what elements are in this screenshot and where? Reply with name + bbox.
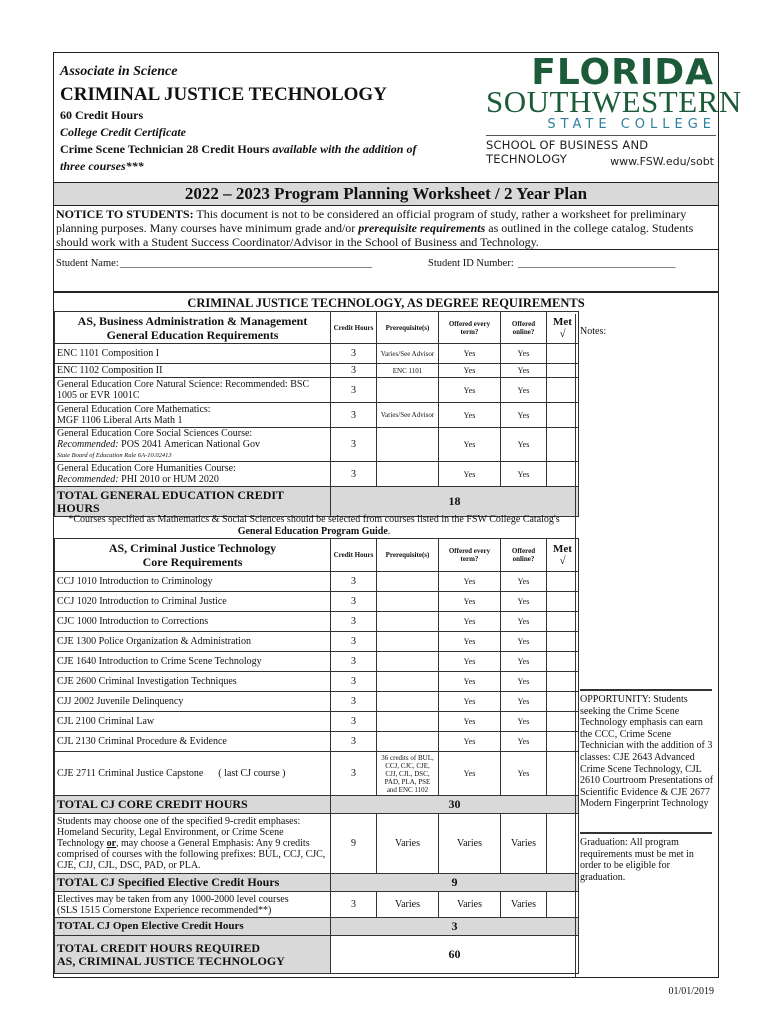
col-met: Met √ <box>547 539 579 572</box>
notice-text-1: This document is not to be considered an official program of study, rather a worksheet for preliminary planning purposes. Many courses have minimum grade and/or <box>56 207 687 235</box>
table-row <box>55 344 579 364</box>
separator <box>54 249 718 250</box>
requirements-title: CRIMINAL JUSTICE TECHNOLOGY, AS DEGREE REQUIREMENTS <box>187 296 585 310</box>
total-label: TOTAL CJ Specified Elective Credit Hours <box>55 874 331 892</box>
col-prereq: Prerequisite(s) <box>377 312 439 344</box>
credit-hours: 60 Credit Hours <box>60 108 144 122</box>
course-offered: Yes <box>439 732 501 752</box>
course-prereq: ENC 1101 <box>377 364 439 378</box>
student-name-label: Student Name: <box>56 258 119 269</box>
specified-electives-row <box>55 814 579 874</box>
gen-ed-header-row <box>55 312 579 344</box>
total-value: 30 <box>331 796 579 814</box>
course-name: CJE 2711 Criminal Justice Capstone ( last CJ course ) <box>55 752 331 796</box>
logo-url[interactable]: www.FSW.edu/sobt <box>610 155 714 168</box>
course-name-line-2: MGF 1106 Liberal Arts Math 1 <box>57 415 183 426</box>
footnote-guide: General Education Program Guide <box>237 526 388 537</box>
course-name: CJL 2100 Criminal Law <box>55 712 331 732</box>
col-offered: Offered every term? <box>439 539 501 572</box>
course-prereq <box>377 612 439 632</box>
logo-divider <box>486 135 716 136</box>
table-row <box>55 592 579 612</box>
course-name: CCJ 1010 Introduction to Criminology <box>55 572 331 592</box>
course-offered: Yes <box>439 692 501 712</box>
open-electives-row <box>55 892 579 918</box>
student-name-field[interactable]: ________________________________________________ <box>120 258 372 269</box>
core-heading-2: Core Requirements <box>142 555 243 569</box>
met-checkbox[interactable] <box>547 403 579 428</box>
table-row <box>55 692 579 712</box>
course-credit: 3 <box>331 712 377 732</box>
core-table <box>54 538 579 974</box>
course-name-line-1: General Education Core Social Sciences Course: <box>57 428 253 439</box>
program-title: CRIMINAL JUSTICE TECHNOLOGY <box>60 84 387 105</box>
table-row <box>55 612 579 632</box>
met-checkbox[interactable] <box>547 632 579 652</box>
course-offered: Yes <box>439 672 501 692</box>
table-row <box>55 752 579 796</box>
course-online: Yes <box>501 572 547 592</box>
course-prereq <box>377 632 439 652</box>
course-credit: 3 <box>331 364 377 378</box>
notes-divider <box>580 832 712 834</box>
recommended-label: Recommended: <box>57 474 119 485</box>
specified-text-2: , may choose a General Emphasis: Any 9 credits comprised of courses with the following prefixes: BUL, CCJ, CJC, CJE, CJJ, CJL, DSC, PAD, or PLA. <box>57 838 326 871</box>
opportunity-note: OPPORTUNITY: Students seeking the Crime Scene Technology emphasis can earn the CCC, Crime Scene Technician with the addition of 3 classes: CJE 2643 Advanced Crime Scene Technology, CJL 2610 Courtroom Presentations of Scientific Evidence & CJE 2677 Modern Fingerprint Technology <box>580 694 714 810</box>
course-online: Yes <box>501 692 547 712</box>
course-name <box>55 428 331 462</box>
course-credit: 3 <box>331 378 377 403</box>
course-name: CJL 2130 Criminal Procedure & Evidence <box>55 732 331 752</box>
course-prereq: 36 credits of BUL, CCJ, CJC, CJE, CJJ, CJL, DSC, PAD, PLA, PSE and ENC 1102 <box>377 752 439 796</box>
table-row <box>55 428 579 462</box>
course-credit: 3 <box>331 652 377 672</box>
open-total-row <box>55 918 579 936</box>
course-offered: Yes <box>439 572 501 592</box>
table-row <box>55 672 579 692</box>
student-id-label: Student ID Number: <box>428 258 514 269</box>
gen-ed-heading <box>55 312 331 344</box>
met-checkbox[interactable] <box>547 752 579 796</box>
course-online: Yes <box>501 632 547 652</box>
course-name: CCJ 1020 Introduction to Criminal Justice <box>55 592 331 612</box>
course-offered: Yes <box>439 592 501 612</box>
course-prereq <box>377 572 439 592</box>
course-online: Varies <box>501 814 547 874</box>
fsw-logo <box>484 52 742 173</box>
course-offered: Yes <box>439 403 501 428</box>
met-checkbox[interactable] <box>547 592 579 612</box>
met-checkbox[interactable] <box>547 712 579 732</box>
course-name <box>55 462 331 487</box>
course-prereq <box>377 428 439 462</box>
certificate-label: College Credit Certificate <box>60 125 186 139</box>
course-credit: 3 <box>331 672 377 692</box>
met-checkbox[interactable] <box>547 428 579 462</box>
course-prereq <box>377 462 439 487</box>
course-name: CJE 1300 Police Organization & Administration <box>55 632 331 652</box>
logo-florida: FLORIDA <box>531 52 714 93</box>
course-name-line-1: General Education Core Mathematics: <box>57 404 211 415</box>
cst-prefix: Crime Scene Technician 28 Credit Hours <box>60 142 273 156</box>
total-value: 3 <box>331 918 579 936</box>
total-label: TOTAL CJ CORE CREDIT HOURS <box>55 796 331 814</box>
total-value: 9 <box>331 874 579 892</box>
course-prereq: Varies <box>377 814 439 874</box>
separator <box>54 291 718 293</box>
specified-or: or <box>106 838 117 849</box>
course-name-line-1: General Education Core Humanities Course: <box>57 463 236 474</box>
course-prereq <box>377 378 439 403</box>
col-credit: Credit Hours <box>331 539 377 572</box>
recommended-course: PHI 2010 or HUM 2020 <box>118 474 219 485</box>
course-prereq: Varies/See Advisor <box>377 344 439 364</box>
specified-electives-desc <box>55 814 331 874</box>
course-online: Yes <box>501 612 547 632</box>
course-offered: Yes <box>439 378 501 403</box>
course-online: Yes <box>501 592 547 612</box>
course-online: Yes <box>501 652 547 672</box>
course-name <box>55 403 331 428</box>
course-offered: Yes <box>439 428 501 462</box>
gen-ed-heading-1: AS, Business Administration & Management <box>77 313 308 328</box>
table-row <box>55 652 579 672</box>
course-online: Yes <box>501 403 547 428</box>
grand-total-value: 60 <box>331 936 579 974</box>
course-offered: Yes <box>439 632 501 652</box>
course-offered: Varies <box>439 814 501 874</box>
table-row <box>55 572 579 592</box>
total-label: TOTAL GENERAL EDUCATION CREDIT HOURS <box>55 487 331 517</box>
course-credit: 3 <box>331 892 377 918</box>
course-credit: 3 <box>331 632 377 652</box>
col-online: Offered online? <box>501 539 547 572</box>
table-row <box>55 462 579 487</box>
course-credit: 3 <box>331 732 377 752</box>
course-offered: Yes <box>439 364 501 378</box>
core-header-row <box>55 539 579 572</box>
grand-total-label-1: TOTAL CREDIT HOURS REQUIRED <box>57 940 261 955</box>
grand-total-label <box>55 936 331 974</box>
table-row <box>55 732 579 752</box>
course-offered: Yes <box>439 612 501 632</box>
course-credit: 3 <box>331 572 377 592</box>
course-online: Varies <box>501 892 547 918</box>
degree-type: Associate in Science <box>60 64 178 79</box>
course-credit: 3 <box>331 692 377 712</box>
col-met: Met √ <box>547 312 579 344</box>
course-offered: Yes <box>439 652 501 672</box>
course-prereq <box>377 672 439 692</box>
footnote-text: *Courses specified as Mathematics & Social Sciences should be selected from courses listed in the FSW College Catalog's <box>68 514 560 525</box>
course-online: Yes <box>501 428 547 462</box>
course-name: CJE 1640 Introduction to Crime Scene Technology <box>55 652 331 672</box>
table-row <box>55 632 579 652</box>
table-row <box>55 712 579 732</box>
course-credit: 3 <box>331 344 377 364</box>
course-offered: Yes <box>439 344 501 364</box>
gen-ed-table <box>54 311 579 517</box>
course-online: Yes <box>501 378 547 403</box>
course-prereq <box>377 592 439 612</box>
course-credit: 3 <box>331 592 377 612</box>
logo-state-college: STATE COLLEGE <box>547 117 716 132</box>
course-online: Yes <box>501 732 547 752</box>
met-checkbox[interactable] <box>547 692 579 712</box>
met-checkbox[interactable] <box>547 378 579 403</box>
course-prereq <box>377 692 439 712</box>
course-credit: 3 <box>331 752 377 796</box>
specified-total-row <box>55 874 579 892</box>
course-prereq <box>377 652 439 672</box>
course-name: ENC 1102 Composition II <box>55 364 331 378</box>
recommended-course: POS 2041 American National Gov <box>118 439 261 450</box>
notes-label: Notes: <box>580 326 607 337</box>
notes-divider <box>580 689 712 691</box>
course-name: CJE 2600 Criminal Investigation Techniques <box>55 672 331 692</box>
col-credit: Credit Hours <box>331 312 377 344</box>
course-offered: Yes <box>439 462 501 487</box>
course-online: Yes <box>501 712 547 732</box>
total-label: TOTAL CJ Open Elective Credit Hours <box>55 918 331 936</box>
course-name: ENC 1101 Composition I <box>55 344 331 364</box>
footnote-end: . <box>387 526 391 537</box>
course-offered: Yes <box>439 752 501 796</box>
met-checkbox[interactable] <box>547 344 579 364</box>
course-online: Yes <box>501 672 547 692</box>
specified-text-1: Students may choose one of the specified 9-credit emphases: Homeland Security, Legal Environment, or Crime Scene Technology <box>57 816 301 849</box>
core-total-row <box>55 796 579 814</box>
met-checkbox[interactable] <box>547 814 579 874</box>
logo-southwestern: SOUTHWESTERN <box>486 84 742 119</box>
core-heading-1: AS, Criminal Justice Technology <box>108 541 277 555</box>
course-online: Yes <box>501 364 547 378</box>
col-prereq: Prerequisite(s) <box>377 539 439 572</box>
met-checkbox[interactable] <box>547 672 579 692</box>
met-checkbox[interactable] <box>547 572 579 592</box>
gen-ed-heading-2: General Education Requirements <box>106 327 279 342</box>
met-checkbox[interactable] <box>547 612 579 632</box>
graduation-note: Graduation: All program requirements must be met in order to be eligible for graduation. <box>580 837 694 883</box>
met-checkbox[interactable] <box>547 364 579 378</box>
open-line-2: (SLS 1515 Cornerstone Experience recommended**) <box>57 904 272 916</box>
notice-to-students <box>56 207 716 249</box>
grand-total-row <box>55 936 579 974</box>
revision-date: 01/01/2019 <box>668 986 714 997</box>
course-offered: Yes <box>439 712 501 732</box>
course-credit: 3 <box>331 428 377 462</box>
course-online: Yes <box>501 344 547 364</box>
total-value: 18 <box>331 487 579 517</box>
cst-italic: available with the addition of <box>272 142 417 156</box>
core-heading <box>55 539 331 572</box>
col-offered: Offered every term? <box>439 312 501 344</box>
course-name-line-2 <box>57 474 328 485</box>
met-checkbox[interactable] <box>547 652 579 672</box>
notice-emphasis: prerequisite requirements <box>358 221 486 235</box>
worksheet-banner: 2022 – 2023 Program Planning Worksheet / 2 Year Plan <box>54 182 718 206</box>
course-name: CJC 1000 Introduction to Corrections <box>55 612 331 632</box>
recommended-label: Recommended: <box>57 439 119 450</box>
course-credit: 9 <box>331 814 377 874</box>
open-line-1: Electives may be taken from any 1000-2000 level courses <box>57 893 289 905</box>
course-credit: 3 <box>331 612 377 632</box>
met-checkbox[interactable] <box>547 732 579 752</box>
met-checkbox[interactable] <box>547 892 579 918</box>
course-prereq <box>377 732 439 752</box>
col-online: Offered online? <box>501 312 547 344</box>
student-id-field[interactable]: ______________________________ <box>518 258 676 269</box>
course-online: Yes <box>501 752 547 796</box>
cst-line <box>60 142 480 157</box>
course-name-line-2 <box>57 439 328 450</box>
course-name: General Education Core Natural Science: Recommended: BSC 1005 or EVR 1001C <box>55 378 331 403</box>
course-credit: 3 <box>331 403 377 428</box>
met-checkbox[interactable] <box>547 462 579 487</box>
course-prereq: Varies/See Advisor <box>377 403 439 428</box>
open-electives-desc <box>55 892 331 918</box>
table-row <box>55 364 579 378</box>
course-online: Yes <box>501 462 547 487</box>
program-header <box>60 64 480 174</box>
course-credit: 3 <box>331 462 377 487</box>
sbe-rule: State Board of Education Rule 6A-10.02413 <box>57 452 172 459</box>
notice-label: NOTICE TO STUDENTS: <box>56 207 194 221</box>
table-row <box>55 403 579 428</box>
notice-text-2: as outlined in the college catalog. Students should work with a Student Success Coordinator/Advisor in the School of Business and Technology. <box>56 221 694 249</box>
course-offered: Varies <box>439 892 501 918</box>
gen-ed-total-row <box>55 487 579 517</box>
gen-ed-footnote <box>54 514 574 538</box>
course-prereq <box>377 712 439 732</box>
table-row <box>55 378 579 403</box>
logo-school: SCHOOL OF BUSINESS AND TECHNOLOGY <box>486 138 649 166</box>
course-name: CJJ 2002 Juvenile Delinquency <box>55 692 331 712</box>
grand-total-label-2: AS, CRIMINAL JUSTICE TECHNOLOGY <box>57 953 285 968</box>
cst-suffix: three courses*** <box>60 159 144 173</box>
course-prereq: Varies <box>377 892 439 918</box>
